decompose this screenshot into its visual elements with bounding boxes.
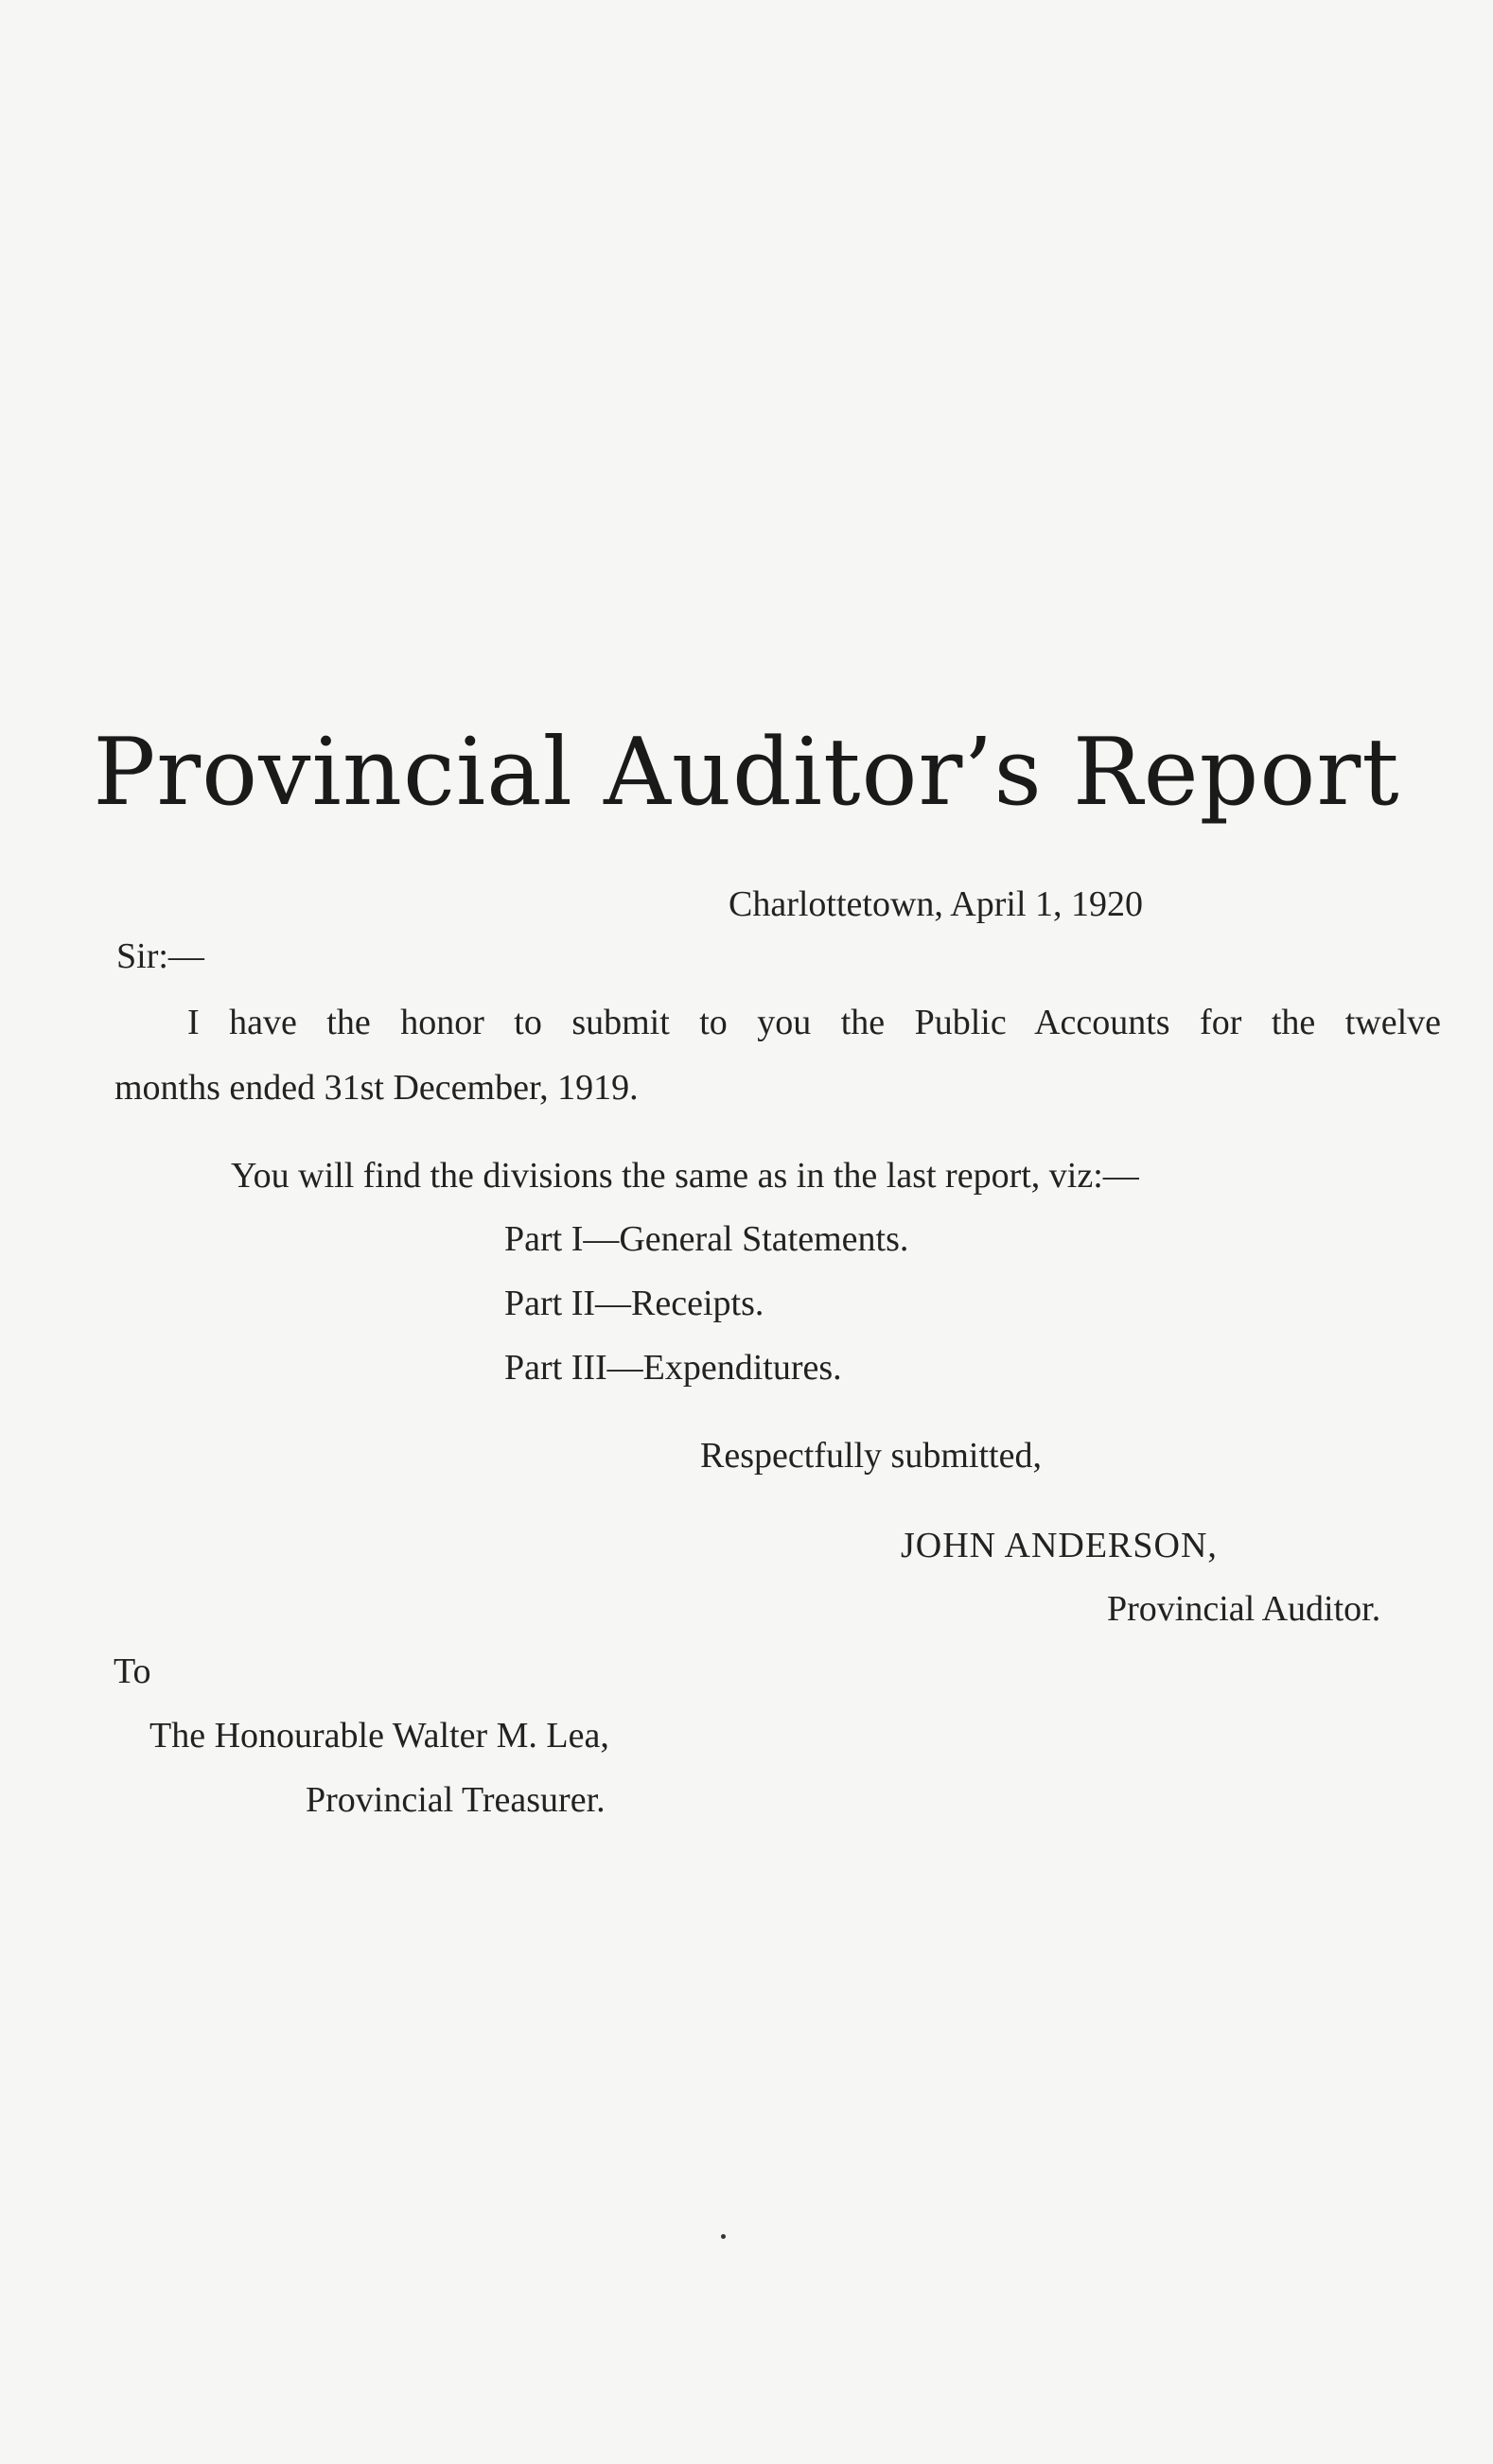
division-item: Part II—Receipts. [504,1284,764,1323]
paragraph-1-line-2: months ended 31st December, 1919. [114,1068,639,1108]
report-title: Provincial Auditor’s Report [93,719,1400,827]
addressee-name: The Honourable Walter M. Lea, [149,1716,609,1756]
to-label: To [114,1651,151,1691]
closing: Respectfully submitted, [700,1436,1042,1476]
paragraph-1-line-1: I have the honor to submit to you the Public Accounts for the twelve [187,1003,1441,1042]
paragraph-2: You will find the divisions the same as in the last report, viz:— [231,1156,1139,1196]
signer-title: Provincial Auditor. [1107,1589,1381,1629]
salutation: Sir:— [116,936,204,976]
dateline: Charlottetown, April 1, 1920 [729,884,1144,924]
division-item: Part I—General Statements. [504,1219,909,1259]
signer-name: JOHN ANDERSON, [901,1526,1218,1565]
addressee-title: Provincial Treasurer. [306,1780,606,1820]
division-item: Part III—Expenditures. [504,1348,842,1388]
ink-speck [721,2234,726,2239]
